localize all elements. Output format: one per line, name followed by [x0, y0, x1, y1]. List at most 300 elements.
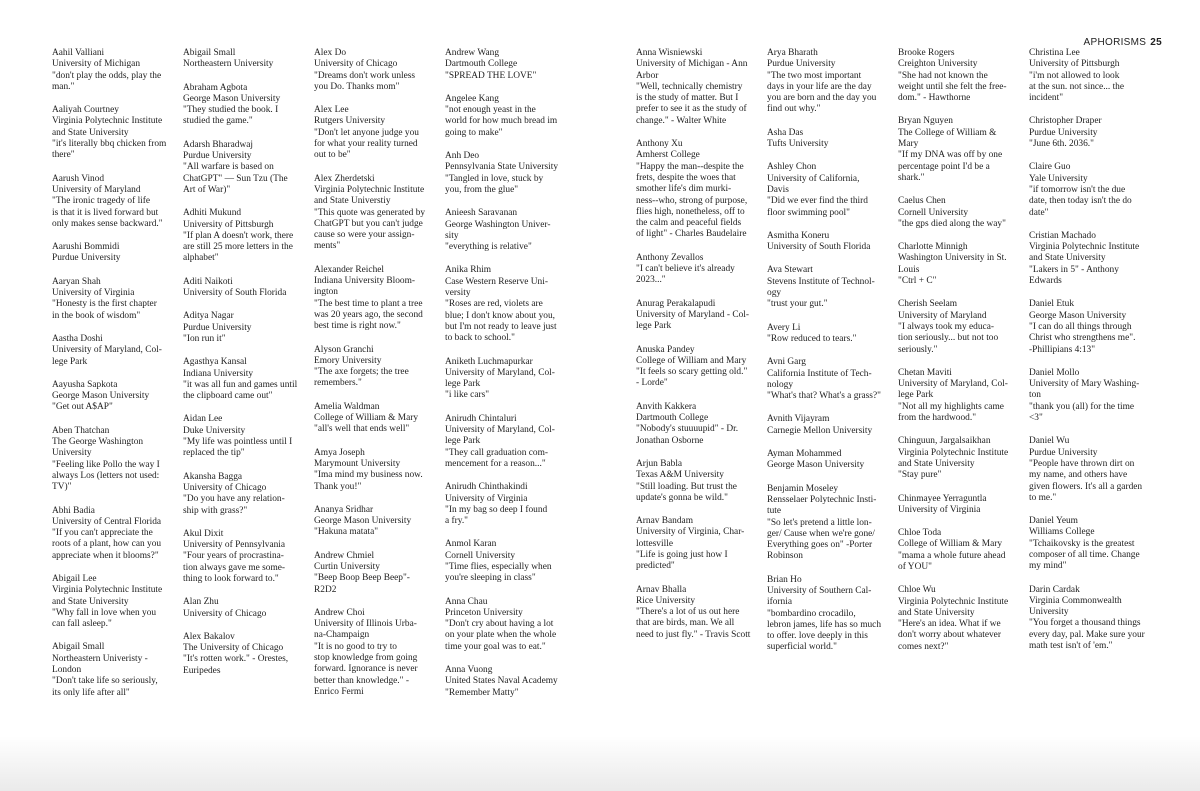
entry-line: Yale University: [1029, 173, 1088, 184]
entry-line: prefer to see it as the study of: [636, 104, 747, 115]
entry-line: Euripedes: [183, 665, 221, 676]
student-name: Akansha Bagga: [183, 471, 243, 482]
student-name: Anmol Karan: [445, 539, 497, 550]
entry-line: "Remember Matty": [445, 687, 519, 698]
student-name: Daniel Yeum: [1029, 516, 1078, 527]
entry-line: "bombardino crocadilo,: [767, 608, 856, 619]
senior-entry: [898, 196, 1019, 230]
entry-line: "if tomorrow isn't the due: [1029, 184, 1126, 195]
senior-entry: [314, 265, 436, 333]
entry-line: ington: [314, 287, 338, 298]
entry-line: University of California,: [767, 173, 860, 184]
entry-line: my mind": [1029, 561, 1067, 572]
column-1: [52, 48, 174, 711]
entry-line: University of Chicago: [183, 608, 267, 619]
senior-entry: [636, 299, 757, 333]
entry-line: Marymount University: [314, 458, 401, 469]
entry-line: ChatGPT" — Sun Tzu (The: [183, 173, 288, 184]
column-5: [636, 48, 757, 653]
student-name: Alex Bakalov: [183, 631, 235, 642]
entry-line: Cornell University: [445, 550, 516, 561]
senior-entry: [1029, 368, 1150, 424]
entry-line: "it was all fun and games until: [183, 379, 298, 390]
entry-line: TV)": [52, 482, 72, 493]
entry-line: alphabet": [183, 253, 219, 264]
entry-line: is that it is lived forward but: [52, 207, 159, 218]
entry-line: lottesville: [636, 538, 673, 549]
entry-line: - Lorde": [636, 378, 668, 389]
student-name: Darin Cardak: [1029, 584, 1080, 595]
student-name: Anurag Perakalapudi: [636, 298, 716, 309]
entry-line: Jonathan Osborne: [636, 435, 704, 446]
student-name: Andrew Choi: [314, 607, 365, 618]
column-3: [314, 48, 436, 710]
entry-line: University of Virginia, Char-: [636, 527, 745, 538]
senior-entry: [767, 449, 888, 472]
senior-entry: [314, 174, 436, 253]
student-name: Aayusha Sapkota: [52, 379, 118, 390]
entry-line: remembers.": [314, 378, 362, 389]
student-name: Chinmayee Yerraguntla: [898, 493, 987, 504]
entry-line: George Mason University: [314, 516, 412, 527]
entry-line: University of Central Florida: [52, 516, 162, 527]
student-name: Amelia Waldman: [314, 401, 380, 412]
entry-line: University of Maryland, Col-: [898, 379, 1008, 390]
entry-line: University of Pittsburgh: [1029, 59, 1120, 70]
entry-line: Rensselaer Polytechnic Insti-: [767, 494, 877, 505]
entry-line: George Mason University: [52, 391, 150, 402]
entry-line: Virginia Polytechnic Institute: [1029, 242, 1140, 253]
entry-line: <3": [1029, 413, 1043, 424]
student-name: Adarsh Bharadwaj: [183, 139, 254, 150]
senior-entry: [898, 528, 1019, 573]
entry-line: "If my DNA was off by one: [898, 150, 1003, 161]
entry-line: "I always took my educa-: [898, 321, 994, 332]
entry-line: out to be": [314, 150, 351, 161]
entry-line: lebron james, life has so much: [767, 619, 882, 630]
student-name: Asmitha Koneru: [767, 230, 830, 241]
entry-line: "My life was pointless until I: [183, 437, 293, 448]
column-8: [1029, 48, 1150, 664]
entry-line: University of Michigan - Ann: [636, 59, 748, 70]
student-name: Abraham Agbota: [183, 82, 248, 93]
entry-line: and State University: [1029, 253, 1106, 264]
entry-line: at the sun. not since... the: [1029, 81, 1125, 92]
senior-entry: [898, 242, 1019, 287]
entry-line: University of Pennsylvania: [183, 540, 286, 551]
entry-line: "So let's pretend a little lon-: [767, 517, 872, 528]
entry-line: in the book of wisdom": [52, 310, 141, 321]
entry-line: and State University: [52, 596, 129, 607]
senior-entry: [52, 506, 174, 562]
entry-line: ger/ Cause when we're gone/: [767, 528, 875, 539]
entry-line: Cornell University: [898, 207, 969, 218]
entry-line: Purdue University: [1029, 447, 1098, 458]
senior-entry: [1029, 48, 1150, 104]
senior-entry: [898, 585, 1019, 653]
entry-line: Virginia Polytechnic Institute: [52, 585, 163, 596]
entry-line: stop knowledge from going: [314, 653, 418, 664]
entry-line: "You forget a thousand things: [1029, 618, 1141, 629]
senior-entry: [314, 402, 436, 436]
student-name: Anvith Kakkera: [636, 401, 697, 412]
senior-entry: [52, 48, 174, 93]
entry-line: University of Maryland: [898, 310, 987, 321]
entry-line: Creighton University: [898, 59, 978, 70]
entry-line: for what your reality turned: [314, 139, 418, 150]
entry-line: University of Virginia: [898, 504, 981, 515]
student-name: Ananya Sridhar: [314, 504, 374, 515]
entry-line: ogy: [767, 288, 782, 299]
entry-line: "Ion run it": [183, 333, 226, 344]
entry-line: "She had not known the: [898, 70, 988, 81]
entry-line: update's gonna be wild.": [636, 492, 728, 503]
entry-line: The University of Chicago: [183, 643, 284, 654]
student-name: Aarush Vinod: [52, 173, 105, 184]
entry-line: "All warfare is based on: [183, 162, 274, 173]
student-name: Daniel Etuk: [1029, 299, 1075, 310]
entry-line: The George Washington: [52, 437, 144, 448]
entry-line: you Do. Thanks mom": [314, 81, 400, 92]
entry-line: "They call graduation com-: [445, 447, 549, 458]
entry-line: Art of War)": [183, 184, 231, 195]
student-name: Chinguun, Jargalsaikhan: [898, 436, 991, 447]
entry-line: "The two most important: [767, 70, 862, 81]
entry-line: percentage point I'd be a: [898, 161, 990, 172]
entry-line: are still 25 more letters in the: [183, 242, 293, 253]
entry-line: "Beep Boop Beep Beep"-: [314, 573, 410, 584]
entry-line: "Do you have any relation-: [183, 494, 285, 505]
entry-line: ments": [314, 241, 341, 252]
student-name: Charlotte Minnigh: [898, 242, 968, 253]
entry-line: world for how much bread im: [445, 116, 558, 127]
senior-entry: [52, 574, 174, 630]
student-name: Claire Guo: [1029, 162, 1071, 173]
senior-entry: [636, 585, 757, 641]
entry-line: United States Naval Academy: [445, 676, 558, 687]
entry-line: "i like cars": [445, 390, 490, 401]
senior-entry: [767, 48, 888, 116]
entry-line: seriously.": [898, 344, 938, 355]
entry-line: "I can do all things through: [1029, 321, 1132, 332]
entry-line: "Stay pure": [898, 470, 942, 481]
entry-line: versity: [445, 288, 471, 299]
senior-entry: [1029, 585, 1150, 653]
entry-line: to back to school.": [445, 333, 515, 344]
senior-entry: [183, 632, 305, 677]
student-name: Adhiti Mukund: [183, 208, 242, 219]
entry-line: roots of a plant, how can you: [52, 539, 162, 550]
entry-line: "Not all my highlights came: [898, 401, 1004, 412]
entry-line: frets, despite the woes that: [636, 172, 736, 183]
senior-entry: [183, 140, 305, 196]
entry-line: University of Mary Washing-: [1029, 379, 1140, 390]
senior-entry: [636, 139, 757, 241]
student-name: Benjamin Moseley: [767, 483, 839, 494]
entry-line: tion always gave me some-: [183, 562, 286, 573]
senior-entry: [636, 253, 757, 287]
entry-line: Enrico Fermi: [314, 686, 364, 697]
senior-entry: [898, 299, 1019, 355]
senior-entry: [314, 505, 436, 539]
entry-line: lege Park: [445, 379, 481, 390]
entry-line: "It is no good to try to: [314, 641, 397, 652]
entry-line: date": [1029, 207, 1049, 218]
entry-line: "Hakuna matata": [314, 527, 379, 538]
student-name: Ava Stewart: [767, 265, 813, 276]
entry-line: man.": [52, 81, 75, 92]
senior-entry: [767, 414, 888, 437]
senior-entry: [445, 208, 567, 253]
student-name: Avni Garg: [767, 357, 806, 368]
senior-entry: [52, 334, 174, 368]
student-name: Aaryan Shah: [52, 276, 101, 287]
entry-line: Robinson: [767, 551, 803, 562]
student-name: Asha Das: [767, 127, 804, 138]
student-name: Alex Lee: [314, 105, 349, 116]
entry-line: and State University: [52, 127, 129, 138]
senior-entry: [1029, 116, 1150, 150]
entry-line: University of Maryland: [52, 184, 141, 195]
entry-line: Virginia Polytechnic Institute: [898, 447, 1009, 458]
entry-line: blue; I don't know about you,: [445, 310, 556, 321]
entry-line: Virginia Polytechnic Institute: [52, 116, 163, 127]
entry-line: given flowers. It's all a garden: [1029, 481, 1143, 492]
entry-line: Pennsylvania State University: [445, 162, 559, 173]
entry-line: there": [52, 150, 75, 161]
entry-line: Rice University: [636, 595, 696, 606]
entry-line: "thank you (all) for the time: [1029, 401, 1135, 412]
entry-line: "There's a lot of us out here: [636, 607, 740, 618]
page-number: 25: [1150, 37, 1162, 48]
entry-line: math test isn't of 'em.": [1029, 641, 1113, 652]
entry-line: tute: [767, 506, 782, 517]
student-name: Alexander Reichel: [314, 264, 385, 275]
senior-entry: [1029, 436, 1150, 504]
entry-line: "Don't take life so seriously,: [52, 676, 158, 687]
entry-line: Indiana University Bloom-: [314, 276, 416, 287]
entry-line: Amherst College: [636, 150, 700, 161]
student-name: Alex Zherdetski: [314, 173, 375, 184]
entry-line: Princeton University: [445, 607, 523, 618]
senior-entry: [898, 494, 1019, 517]
senior-entry: [183, 311, 305, 345]
entry-line: Purdue University: [52, 253, 121, 264]
entry-line: incident": [1029, 93, 1064, 104]
entry-line: the clipboard came out": [183, 391, 273, 402]
entry-line: "it's literally bbq chicken from: [52, 139, 167, 150]
senior-entry: [445, 265, 567, 344]
entry-line: Purdue University: [767, 59, 836, 70]
student-name: Aastha Doshi: [52, 333, 103, 344]
column-6: [767, 48, 888, 666]
entry-line: weight until she felt the free-: [898, 81, 1007, 92]
entry-line: best time is right now.": [314, 321, 401, 332]
entry-line: find out why.": [767, 104, 821, 115]
entry-line: you are born and the day you: [767, 93, 877, 104]
senior-entry: [445, 539, 567, 584]
right-page: [600, 0, 1200, 791]
student-name: Anirudh Chinthakindi: [445, 482, 528, 493]
student-name: Aditya Nagar: [183, 311, 234, 322]
senior-entry: [183, 357, 305, 402]
student-name: Arnav Bandam: [636, 516, 694, 527]
entry-line: University of Virginia: [52, 288, 135, 299]
senior-entry: [52, 174, 174, 230]
entry-line: "Happy the man--despite the: [636, 161, 744, 172]
entry-line: Dartmouth College: [445, 59, 518, 70]
entry-line: University of Maryland, Col-: [445, 367, 555, 378]
entry-line: Tufts University: [767, 139, 829, 150]
senior-entry: [445, 482, 567, 527]
entry-line: days in your life are the day: [767, 81, 872, 92]
senior-entry: [314, 448, 436, 493]
student-name: Aahil Valliani: [52, 48, 105, 58]
student-name: Alex Do: [314, 48, 347, 58]
entry-line: "The axe forgets; the tree: [314, 367, 409, 378]
entry-line: "Time flies, especially when: [445, 561, 552, 572]
student-name: Daniel Wu: [1029, 436, 1070, 447]
entry-line: was 20 years ago, the second: [314, 309, 423, 320]
entry-line: The College of William &: [898, 127, 997, 138]
entry-line: Davis: [767, 184, 789, 195]
entry-line: from the hardwood.": [898, 413, 977, 424]
entry-line: smother life's dim murki-: [636, 184, 732, 195]
entry-line: tion seriously... but not too: [898, 333, 999, 344]
entry-line: but I'm not ready to leave just: [445, 321, 557, 332]
senior-entry: [183, 277, 305, 300]
entry-line: "Ctrl + C": [898, 276, 937, 287]
entry-line: "What's that? What's a grass?": [767, 391, 881, 402]
entry-line: University: [52, 448, 92, 459]
senior-entry: [445, 151, 567, 196]
senior-entry: [314, 608, 436, 698]
entry-line: appreciate when it blooms?": [52, 550, 159, 561]
entry-line: and State University: [898, 607, 975, 618]
student-name: Anika Rhim: [445, 265, 492, 276]
student-name: Bryan Nguyen: [898, 116, 953, 127]
entry-line: Rutgers University: [314, 116, 386, 127]
student-name: Alan Zhu: [183, 597, 219, 608]
entry-line: University of Maryland, Col-: [445, 425, 555, 436]
entry-line: "Honesty is the first chapter: [52, 299, 157, 310]
entry-line: lege Park: [636, 321, 672, 332]
entry-line: always Los (letters not used:: [52, 470, 160, 481]
entry-line: that are birds, man. We all: [636, 618, 735, 629]
entry-line: need to just fly." - Travis Scott: [636, 629, 751, 640]
senior-entry: [52, 277, 174, 322]
entry-line: Williams College: [1029, 527, 1095, 538]
student-name: Abhi Badia: [52, 505, 95, 516]
student-name: Anuska Pandey: [636, 344, 695, 355]
entry-line: College of William and Mary: [636, 355, 747, 366]
student-name: Anthony Xu: [636, 139, 683, 150]
entry-line: R2D2: [314, 584, 337, 595]
entry-line: is the study of matter. But I: [636, 93, 739, 104]
student-name: Abigail Small: [183, 48, 236, 58]
student-name: Ayman Mohammed: [767, 449, 842, 460]
senior-entry: [183, 414, 305, 459]
student-name: Avery Li: [767, 322, 801, 333]
entry-line: flies high, nonetheless, off to: [636, 206, 745, 217]
entry-line: University of Maryland - Col-: [636, 309, 749, 320]
entry-line: "People have thrown dirt on: [1029, 458, 1135, 469]
entry-line: "Well, technically chemistry: [636, 81, 743, 92]
entry-line: College of William & Mary: [314, 413, 419, 424]
entry-line: my name, and others have: [1029, 470, 1128, 481]
entry-line: on your plate when the whole: [445, 630, 557, 641]
entry-line: its only life after all": [52, 687, 130, 698]
entry-line: studied the game.": [183, 116, 253, 127]
entry-line: Purdue University: [183, 322, 252, 333]
entry-line: date, then today isn't the do: [1029, 196, 1132, 207]
entry-line: shark.": [898, 172, 925, 183]
senior-entry: [636, 516, 757, 572]
senior-entry: [314, 345, 436, 390]
senior-entry: [52, 242, 174, 265]
entry-line: Everything goes on" -Porter: [767, 540, 873, 551]
entry-line: "It feels so scary getting old.": [636, 367, 748, 378]
entry-line: and State University: [898, 458, 975, 469]
entry-line: "Why fall in love when you: [52, 607, 157, 618]
entry-line: University of Maryland, Col-: [52, 345, 162, 356]
student-name: Arjun Babla: [636, 458, 683, 469]
entry-line: forward. Ignorance is never: [314, 664, 418, 675]
entry-line: don't worry about whatever: [898, 630, 1001, 641]
entry-line: ship with grass?": [183, 505, 248, 516]
entry-line: better than knowledge." -: [314, 675, 409, 686]
student-name: Christina Lee: [1029, 48, 1080, 58]
entry-line: "Row reduced to tears.": [767, 333, 857, 344]
entry-line: Mary: [898, 139, 919, 150]
student-name: Angelee Kang: [445, 93, 499, 104]
entry-line: the calm and peaceful fields: [636, 218, 742, 229]
entry-line: ifornia: [767, 597, 792, 608]
senior-entry: [445, 48, 567, 82]
entry-line: University: [1029, 607, 1069, 618]
student-name: Anieesh Saravanan: [445, 208, 518, 219]
entry-line: replaced the tip": [183, 448, 245, 459]
entry-line: comes next?": [898, 641, 949, 652]
student-name: Anirudh Chintaluri: [445, 413, 517, 424]
senior-entry: [1029, 231, 1150, 287]
entry-line: ness--who, strong of purpose,: [636, 195, 748, 206]
senior-entry: [52, 642, 174, 698]
senior-entry: [898, 368, 1019, 424]
entry-line: "In my bag so deep I found: [445, 504, 548, 515]
student-name: Anna Chau: [445, 596, 488, 607]
senior-entry: [183, 529, 305, 585]
student-name: Chloe Toda: [898, 528, 942, 539]
entry-line: "SPREAD THE LOVE": [445, 70, 537, 81]
entry-line: "Feeling like Pollo the way I: [52, 459, 160, 470]
senior-entry: [183, 83, 305, 128]
student-name: Avnith Vijayram: [767, 414, 830, 425]
student-name: Daniel Mollo: [1029, 367, 1080, 378]
entry-line: lege Park: [52, 356, 88, 367]
entry-line: "June 6th. 2036.": [1029, 139, 1094, 150]
entry-line: going to make": [445, 127, 503, 138]
entry-line: College of William & Mary: [898, 539, 1003, 550]
student-name: Aidan Lee: [183, 414, 223, 425]
entry-line: University of South Florida: [767, 242, 871, 253]
senior-entry: [445, 665, 567, 699]
senior-entry: [445, 357, 567, 402]
entry-line: "Nobody's stuuuupid" - Dr.: [636, 424, 739, 435]
senior-entry: [767, 357, 888, 402]
student-name: Aaliyah Courtney: [52, 105, 119, 116]
entry-line: Purdue University: [183, 151, 252, 162]
